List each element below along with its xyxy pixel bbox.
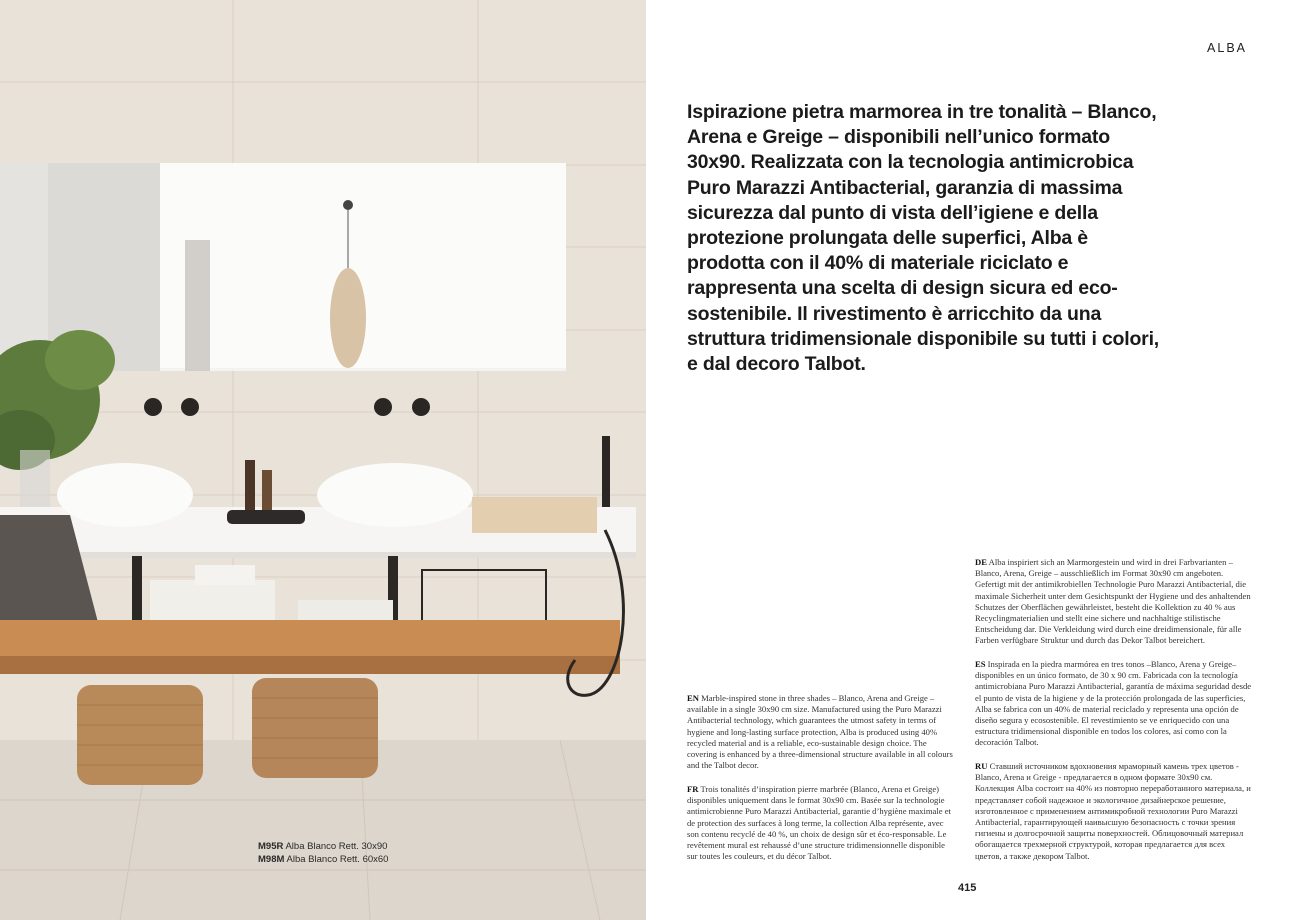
lang-code: FR xyxy=(687,784,699,794)
paragraph-en xyxy=(687,693,955,771)
photo-caption xyxy=(258,841,388,866)
paragraph-es xyxy=(975,659,1253,749)
product-code: M95R xyxy=(258,841,284,852)
paragraph-text: Inspirada en la piedra marmórea en tres tonos –Blanco, Arena y Greige– disponibles en un único formato, de 30 x 90 cm. Fabricada con la tecnología antimicrobiana Puro Marazzi Antibacterial, garantía de máxima seguridad desde el punto de vista de la higiene y de la protección prolongada de las superficies, Alba se fabrica con un 40% de material reciclado y representa una opción de diseño segura y ecosostenible. El revestimiento se ve enriquecido con una estructura tridimensional disponible en todos los colores, así como con la decoración Talbot. xyxy=(975,659,1252,748)
paragraph-ru xyxy=(975,761,1253,862)
paragraph-text: Trois tonalités d’inspiration pierre marbrée (Blanco, Arena et Greige) disponibles uniquement dans le format 30x90 cm. Basée sur la technologie antimicrobienne Puro Marazzi Antibacterial, garantie d’hygiène maximale et de protection des surfaces à long terme, la collection Alba représente, avec son contenu recyclé de 40 %, un choix de design sûr et éco-responsable. Le revêtement mural est rehaussé d’une structure tridimensionnelle disponible sur toutes les couleurs, et du décor Talbot. xyxy=(687,784,951,862)
intro-text-it: Ispirazione pietra marmorea in tre tonalità – Blanco, Arena e Greige – disponibili nell’unico formato 30x90. Realizzata con la tecnologia antimicrobica Puro Marazzi Antibacterial, garanzia di massima sicurezza dal punto di vista dell’igiene e della protezione prolungata delle superfici, Alba è prodotta con il 40% di materiale riciclato e rappresenta una scelta di design sicura ed eco-sostenibile. Il rivestimento è arricchito da una struttura tridimensionale disponibile su tutti i colori, e dal decoro Talbot. xyxy=(687,101,1160,376)
product-name: Alba Blanco Rett. 30x90 xyxy=(285,841,388,852)
caption-line-2 xyxy=(258,854,388,867)
lang-code: DE xyxy=(975,557,987,567)
lang-code: RU xyxy=(975,761,988,771)
product-name: Alba Blanco Rett. 60x60 xyxy=(286,853,389,865)
paragraph-text: Marble-inspired stone in three shades – Blanco, Arena and Greige – available in a single 30x90 cm size. Manufactured using the Puro Marazzi Antibacterial technology, which guarantees the utmost safety in terms of hygiene and long-lasting surface protection, Alba is produced using 40% recycled material and is a reliable, eco-sustainable design choice. The covering is enhanced by a three-dimensional structure available in all colours and the Talbot decor. xyxy=(687,693,953,771)
product-code: M98M xyxy=(258,853,285,865)
paragraph-de xyxy=(975,557,1253,647)
page-number: 415 xyxy=(958,882,977,894)
lang-code: ES xyxy=(975,659,986,669)
lang-code: EN xyxy=(687,693,699,703)
collection-name: ALBA xyxy=(1207,41,1247,55)
paragraph-text: Alba inspiriert sich an Marmorgestein und wird in drei Farbvarianten – Blanco, Arena, Greige – ausschließlich im Format 30x90 cm angeboten. Gefertigt mit der antimikrobiellen Technologie Puro Marazzi Antibacterial, die maximale Sicherheit unter dem Gesichtspunkt der Hygiene und des anhaltenden Schutzes der Oberflächen gewährleistet, besteht die Kollektion zu 40 % aus Recyclingmaterialien und stellt eine sichere und nachhaltige stilistische Entscheidung dar. Die Verkleidung wird durch eine dreidimensionale, für alle Farben verfügbare Struktur und durch das Dekor Talbot bereichert. xyxy=(975,557,1251,646)
paragraph-text: Ставший источником вдохновения мраморный камень трех цветов - Blanco, Arena и Greige - предлагается в одном формате 30x90 см. Коллекция Alba состоит на 40% из повторно переработанного материала, и представляет собой надежное и экологичное дизайнерское решение, изготовленное с применением антимикробной технологии Puro Marazzi Antibacterial, гарантирующей наивысшую безопасность с точки зрения гигиены и долгосрочной защиты поверхностей. Облицовочный материал обогащается трехмерной структурой, которая предлагается для всех цветов, а также декором Talbot. xyxy=(975,761,1251,861)
caption-line-1 xyxy=(258,841,388,854)
paragraph-fr xyxy=(687,784,957,862)
